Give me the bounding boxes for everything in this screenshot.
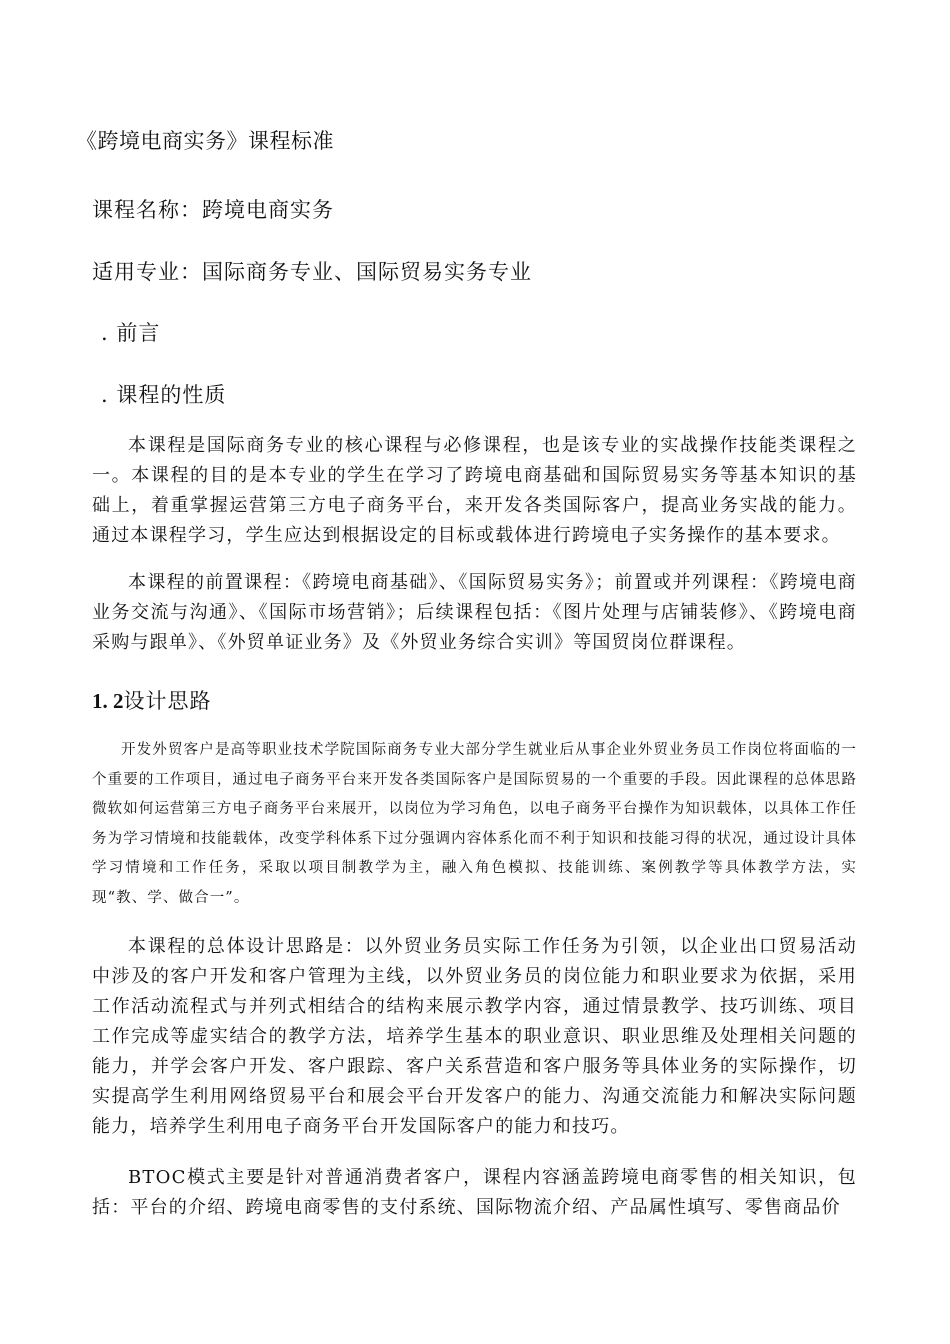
preface-heading: . 前言	[101, 321, 161, 345]
course-name-line: 课程名称：跨境电商实务	[92, 198, 334, 222]
btoc-model-paragraph: BTOC模式主要是针对普通消费者客户，课程内容涵盖跨境电商零售的相关知识，包括：平台的介绍、跨境电商零售的支付系统、国际物流介绍、产品属性填写、零售商品价	[92, 1167, 857, 1218]
design-thinking-heading	[92, 686, 212, 716]
course-nature-paragraph: 本课程是国际商务专业的核心课程与必修课程，也是该专业的实战操作技能类课程之一。本课程的目的是本专业的学生在学习了跨境电商基础和国际贸易实务等基本知识的基础上，着重掌握运营第三方电子商务平台，来开发各类国际客户，提高业务实战的能力。通过本课程学习，学生应达到根据设定的目标或载体进行跨境电子实务操作的基本要求。	[92, 435, 857, 546]
prerequisite-courses-paragraph: 本课程的前置课程：《跨境电商基础》、《国际贸易实务》；前置或并列课程：《跨境电商业务交流与沟通》、《国际市场营销》；后续课程包括：《图片处理与店铺装修》、《跨境电商采购与跟单》、《外贸单证业务》及《外贸业务综合实训》等国贸岗位群课程。	[92, 572, 857, 653]
design-heading-number: 1. 2	[92, 689, 124, 713]
applicable-major-line: 适用专业：国际商务专业、国际贸易实务专业	[92, 260, 532, 284]
design-heading-text: 设计思路	[123, 689, 212, 713]
overall-design-paragraph: 本课程的总体设计思路是：以外贸业务员实际工作任务为引领，以企业出口贸易活动中涉及的客户开发和客户管理为主线，以外贸业务员的岗位能力和职业要求为依据，采用工作活动流程式与并列式相结合的结构来展示教学内容，通过情景教学、技巧训练、项目工作完成等虚实结合的教学方法，培养学生基本的职业意识、职业思维及处理相关问题的能力，并学会客户开发、客户跟踪、客户关系营造和客户服务等具体业务的实际操作，切实提高学生利用网络贸易平台和展会平台开发客户的能力、沟通交流能力和解决实际问题能力，培养学生利用电子商务平台开发国际客户的能力和技巧。	[92, 936, 857, 1137]
design-overview-paragraph: 开发外贸客户是高等职业技术学院国际商务专业大部分学生就业后从事企业外贸业务员工作岗位将面临的一个重要的工作项目，通过电子商务平台来开发各类国际客户是国际贸易的一个重要的手段。因此课程的总体思路微软如何运营第三方电子商务平台来展开，以岗位为学习角色，以电子商务平台操作为知识载体，以具体工作任务为学习情境和技能载体，改变学科体系下过分强调内容体系化而不利于知识和技能习得的状况，通过设计具体学习情境和工作任务，采取以项目制教学为主，融入角色模拟、技能训练、案例教学等具体教学方法，实现“教、学、做合一”。	[92, 742, 857, 906]
course-nature-heading: . 课程的性质	[101, 383, 227, 407]
document-title: 《跨境电商实务》课程标准	[76, 129, 334, 153]
